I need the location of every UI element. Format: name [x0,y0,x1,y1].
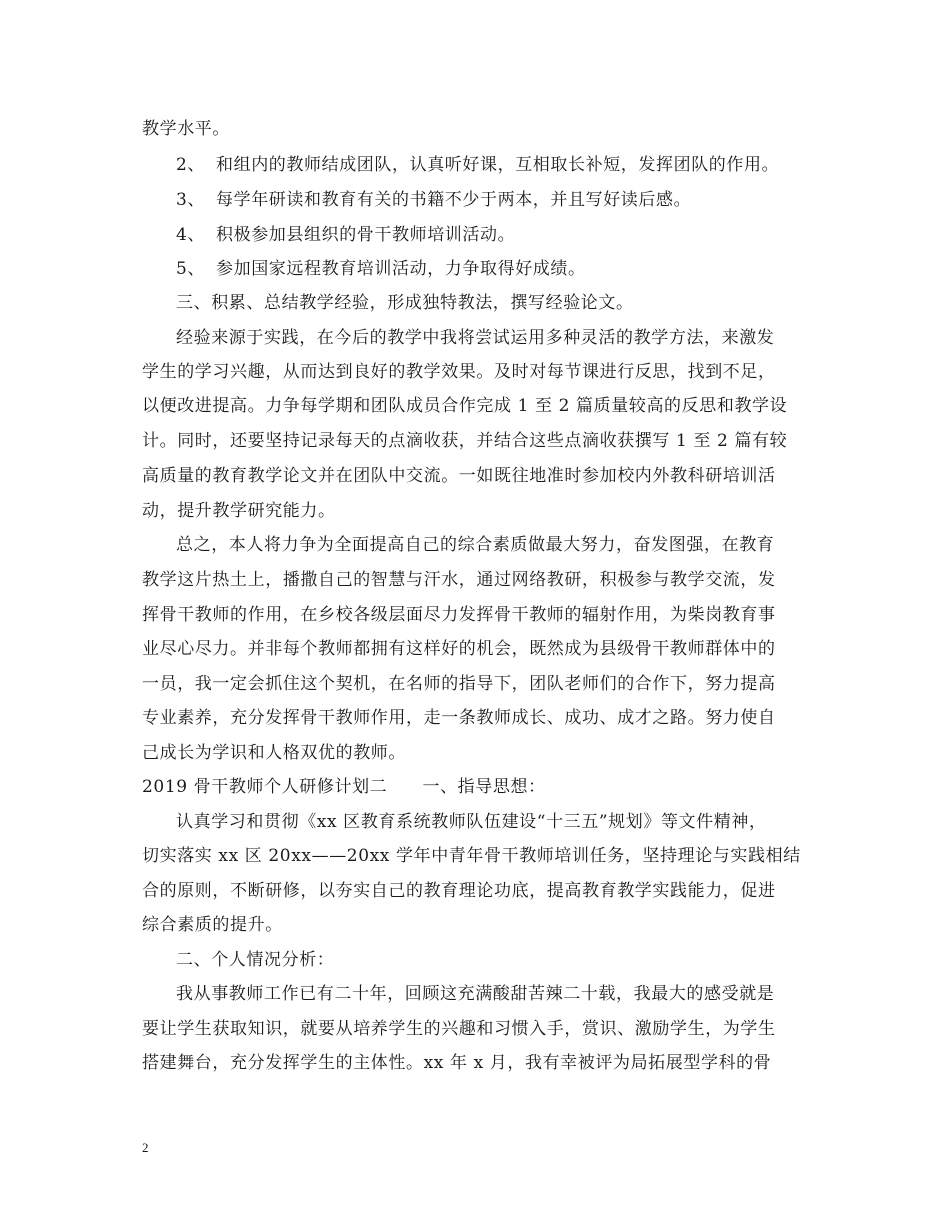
section-heading: 二、个人情况分析： [176,950,335,970]
list-text: 参加国家远程教育培训活动，力争取得好成绩。 [216,259,586,279]
list-number: 3、 [176,190,206,210]
text-line: 认真学习和贯彻《xx 区教育系统教师队伍建设“十三五”规划》等文件精神， [176,812,767,832]
text-line: 我从事教师工作已有二十年，回顾这充满酸甜苦辣二十载，我最大的感受就是 [176,984,775,1004]
text-line: 己成长为学识和人格双优的教师。 [142,743,406,763]
text-line: 综合素质的提升。 [142,915,283,935]
list-number: 2、 [176,155,206,175]
page-number: 2 [142,1140,149,1155]
text-line: 教学这片热土上，播撒自己的智慧与汗水，通过网络教研，积极参与教学交流，发 [142,570,776,590]
section-heading: 三、积累、总结教学经验，形成独特教法，撰写经验论文。 [176,293,634,313]
list-text: 和组内的教师结成团队，认真听好课，互相取长补短，发挥团队的作用。 [216,155,780,175]
list-number: 4、 [176,225,206,245]
text-line: 学生的学习兴趣，从而达到良好的教学效果。及时对每节课进行反思，找到不足， [142,362,776,382]
text-line: 一员，我一定会抓住这个契机，在名师的指导下，团队老师们的合作下，努力提高 [142,674,776,694]
text-line: 挥骨干教师的作用，在乡校各级层面尽力发挥骨干教师的辐射作用，为柴岗教育事 [142,605,776,625]
text-line: 专业素养，充分发挥骨干教师作用，走一条教师成长、成功、成才之路。努力使自 [142,708,776,728]
text-line: 要让学生获取知识，就要从培养学生的兴趣和习惯入手，赏识、激励学生，为学生 [142,1019,776,1039]
list-number: 5、 [176,259,206,279]
text-line: 合的原则，不断研修，以夯实自己的教育理论功底，提高教育教学实践能力，促进 [142,881,776,901]
text-line: 经验来源于实践，在今后的教学中我将尝试运用多种灵活的教学方法，来激发 [176,328,775,348]
text-line: 计。同时，还要坚持记录每天的点滴收获，并结合这些点滴收获撰写 1 至 2 篇有较 [142,431,788,451]
list-text: 每学年研读和教育有关的书籍不少于两本，并且写好读后感。 [216,190,692,210]
section-title: 2019 骨干教师个人研修计划二 一、指导思想： [142,777,546,797]
list-item [176,189,876,211]
text-line: 业尽心尽力。并非每个教师都拥有这样好的机会，既然成为县级骨干教师群体中的 [142,639,776,659]
text-line: 高质量的教育教学论文并在团队中交流。一如既往地准时参加校内外教科研培训活 [142,466,776,486]
text-line: 搭建舞台，充分发挥学生的主体性。xx 年 x 月，我有幸被评为局拓展型学科的骨 [142,1053,772,1073]
list-item [176,258,876,280]
text-line: 以便改进提高。力争每学期和团队成员合作完成 1 至 2 篇质量较高的反思和教学设 [142,396,788,416]
text-line: 切实落实 xx 区 20xx——20xx 学年中青年骨干教师培训任务，坚持理论与实践相结 [142,846,801,866]
text-line: 总之，本人将力争为全面提高自己的综合素质做最大努力，奋发图强，在教育 [176,535,775,555]
text-line: 动，提升教学研究能力。 [142,501,336,521]
list-item [176,224,876,246]
list-text: 积极参加县组织的骨干教师培训活动。 [216,225,516,245]
text-line: 教学水平。 [142,119,230,139]
list-item [176,154,876,176]
